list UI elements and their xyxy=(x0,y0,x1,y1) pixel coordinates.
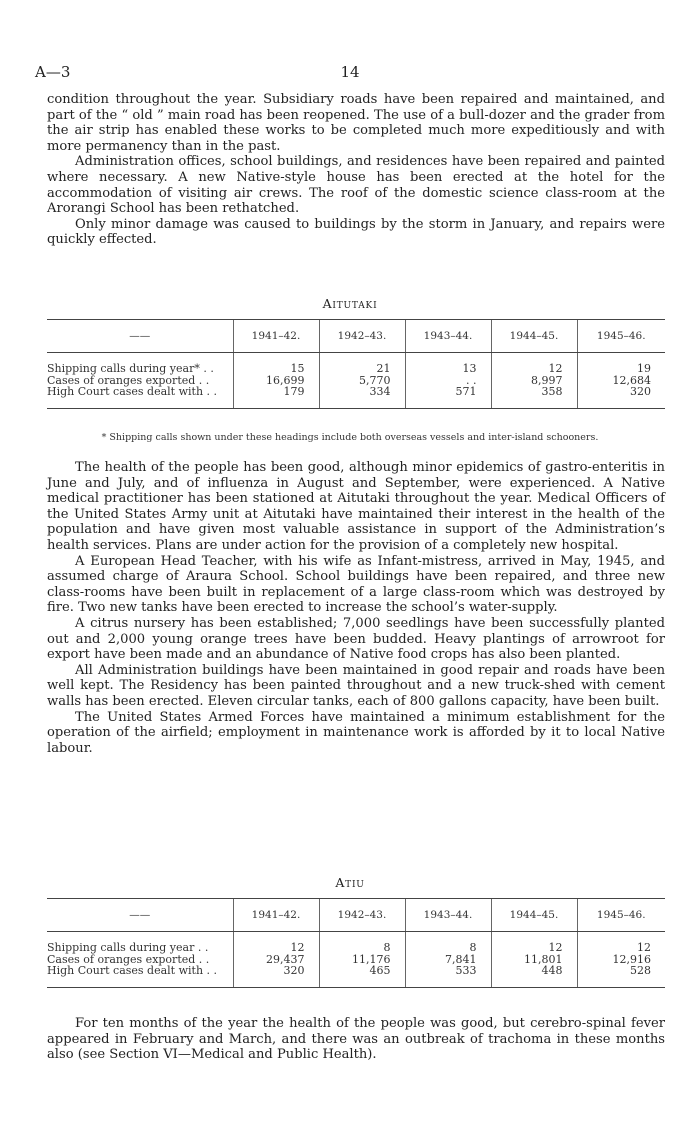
table-header-year: 1943–44. xyxy=(405,899,491,932)
aitutaki-table-title: Aitutaki xyxy=(322,296,378,311)
table-header-year: 1944–45. xyxy=(491,320,577,353)
table-cell: 320 xyxy=(233,965,319,987)
table-cell: 5,770 xyxy=(319,375,405,387)
table-cell: 12,916 xyxy=(577,954,665,966)
table-cell: 11,801 xyxy=(491,954,577,966)
section-code: A—3 xyxy=(35,63,71,81)
row-label: Cases of oranges exported . . xyxy=(47,952,210,966)
table-cell: 12 xyxy=(577,932,665,954)
table-header-row xyxy=(47,899,665,932)
table-cell: 15 xyxy=(233,353,319,375)
table-cell: 11,176 xyxy=(319,954,405,966)
table-cell: 465 xyxy=(319,965,405,987)
table-header-row xyxy=(47,320,665,353)
table-cell: 528 xyxy=(577,965,665,987)
table-header-year: 1944–45. xyxy=(491,899,577,932)
atiu-table-title: Atiu xyxy=(335,875,365,890)
table-cell: 334 xyxy=(319,386,405,408)
table-footnote: * Shipping calls shown under these headings include both overseas vessels and inter-island schooners. xyxy=(101,432,599,443)
paragraph: All Administration buildings have been maintained in good repair and roads have been well kept. The Residency has been painted throughout and a new truck-shed with cement walls has been erected. Eleven circular tanks, each of 800 gallons capacity, have been built. xyxy=(47,662,665,709)
table-cell: 7,841 xyxy=(405,954,491,966)
paragraph: condition throughout the year. Subsidiary roads have been repaired and maintained, and part of the “ old ” main road has been reopened. The use of a bull-dozer and the grader from the air strip has enabled these works to be completed much more expeditiously and with more permanency than in the past. xyxy=(47,92,665,154)
table-cell: 21 xyxy=(319,353,405,375)
table-header-year: 1945–46. xyxy=(577,320,665,353)
table-row xyxy=(47,932,665,954)
paragraph: Administration offices, school buildings, and residences have been repaired and painted where necessary. A new Native-style house has been erected at the hotel for the accommodation of visiting air crews. The roof of the domestic science class-room at the Arorangi School has been rethatched. xyxy=(47,154,665,217)
row-label: High Court cases dealt with . . xyxy=(47,386,233,408)
row-label: Cases of oranges exported . . xyxy=(47,373,210,387)
table-row xyxy=(47,353,665,375)
row-label: High Court cases dealt with . . xyxy=(47,965,233,987)
table-cell: 12 xyxy=(491,932,577,954)
table-header-year: 1942–43. xyxy=(319,320,405,353)
table-cell: 320 xyxy=(577,386,665,408)
row-label: Shipping calls during year . . xyxy=(47,941,209,954)
page-number: 14 xyxy=(340,63,360,81)
table-cell: 12,684 xyxy=(577,375,665,387)
table-cell: 19 xyxy=(577,353,665,375)
table-cell: 29,437 xyxy=(233,954,319,966)
table-row xyxy=(47,965,665,987)
table-cell: 448 xyxy=(491,965,577,987)
table-cell: 179 xyxy=(233,386,319,408)
table-header-blank: —— xyxy=(47,320,233,353)
paragraph: A citrus nursery has been established; 7,000 seedlings have been successfully planted out and 2,000 young orange trees have been budded. Heavy plantings of arrowroot for export have been made and an abundance of Native food crops has also been planted. xyxy=(47,615,665,663)
paragraph: The United States Armed Forces have maintained a minimum establishment for the operation of the airfield; employment in maintenance work is afforded by it to local Native labour. xyxy=(47,709,665,756)
paragraph: The health of the people has been good, although minor epidemics of gastro-enteritis in June and July, and of influenza in August and September, were experienced. A Native medical practitioner has been stationed at Aitutaki throughout the year. Medical Officers of the United States Army unit at Aitutaki have maintained their interest in the health of the population and have given most valuable assistance in support of the Administration’s health services. Plans are under action for the provision of a completely new hospital. xyxy=(47,460,665,553)
table-header-year: 1941–42. xyxy=(233,320,319,353)
table-cell: 533 xyxy=(405,965,491,987)
table-cell: . . xyxy=(405,375,491,387)
table-cell: 8 xyxy=(405,932,491,954)
table-header-blank: —— xyxy=(47,899,233,932)
row-label: Shipping calls during year* . . xyxy=(47,362,214,375)
table-cell: 12 xyxy=(491,353,577,375)
aitutaki-table xyxy=(47,319,665,409)
table-cell: 8,997 xyxy=(491,375,577,387)
paragraph: A European Head Teacher, with his wife as Infant-mistress, arrived in May, 1945, and assumed charge of Araura School. School buildings have been repaired, and three new class-rooms have been built in replacement of a large class-room which was destroyed by fire. Two new tanks have been erected to increase the school’s water-supply. xyxy=(47,553,665,616)
table-cell: 12 xyxy=(233,932,319,954)
table-cell: 13 xyxy=(405,353,491,375)
table-cell: 8 xyxy=(319,932,405,954)
table-cell: 16,699 xyxy=(233,375,319,387)
atiu-table xyxy=(47,898,665,988)
table-header-year: 1943–44. xyxy=(405,320,491,353)
table-header-year: 1945–46. xyxy=(577,899,665,932)
paragraph: Only minor damage was caused to buildings by the storm in January, and repairs were quickly effected. xyxy=(47,216,665,248)
table-row xyxy=(47,386,665,408)
bottom-text-block xyxy=(47,1016,665,1063)
middle-text-block xyxy=(47,460,665,756)
table-cell: 571 xyxy=(405,386,491,408)
top-text-block xyxy=(47,92,665,248)
paragraph: For ten months of the year the health of the people was good, but cerebro-spinal fever appeared in February and March, and there was an outbreak of trachoma in these months also (see Section VI—Medical and Public Health). xyxy=(47,1016,665,1063)
table-cell: 358 xyxy=(491,386,577,408)
table-header-year: 1941–42. xyxy=(233,899,319,932)
table-header-year: 1942–43. xyxy=(319,899,405,932)
